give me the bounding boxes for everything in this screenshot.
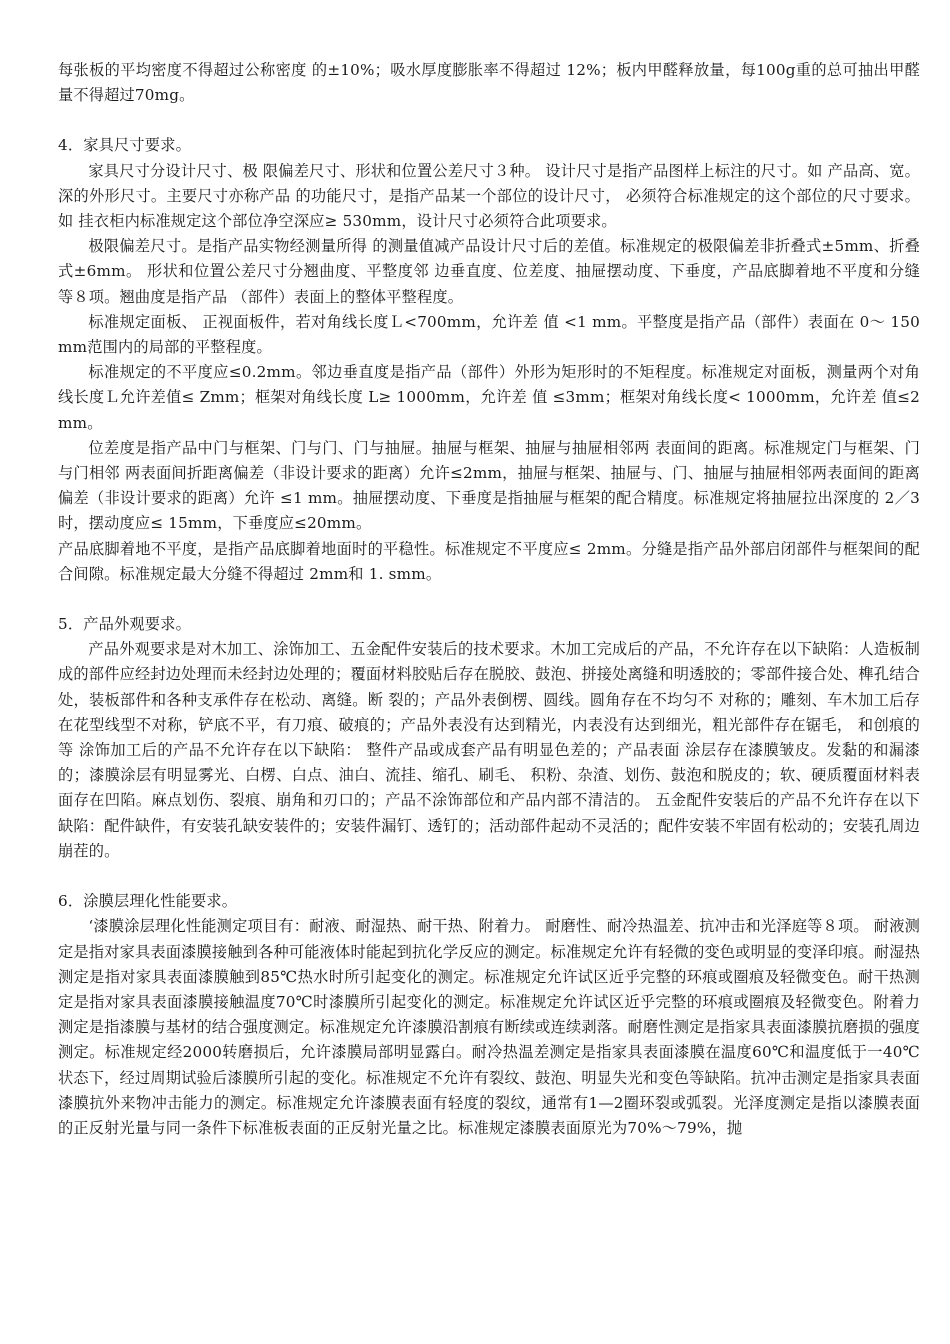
section-4-paragraph-3: 标准规定面板、 正视面板件，若对角线长度Ｌ<700mm，允许差 值 <1 mm。平整度是指产品（部件）表面在 0～ 150mm范围内的局部的平整程度。 [58, 312, 920, 357]
section-4-paragraph-5: 位差度是指产品中门与框架、门与门、门与抽屉。抽屉与框架、抽屉与抽屉相邻两 表面间的距离。标准规定门与框架、门与门相邻 两表面间折距离偏差（非设计要求的距离）允许≤2mm，抽屉与框架、抽屉与、门、抽屉与抽屉相邻两表面间的距离偏差（非设计要求的距离）允许 ≤1 mm。抽屉摆动度、下垂度是指抽屉与框架的配合精度。标准规定将抽屉拉出深度的 2／3时，摆动度应≤ 15mm，下垂度应≤20mm。 [58, 438, 920, 533]
section-6-heading: 6．涂膜层理化性能要求。 [58, 892, 238, 911]
section-4-heading: 4．家具尺寸要求。 [58, 136, 191, 155]
section-6-paragraph-1: ‘漆膜涂层理化性能测定项目有：耐液、耐湿热、耐干热、附着力。 耐磨性、耐冷热温差、抗冲击和光泽庭等８项。 耐液测定是指对家具表面漆膜接触到各种可能液体时能起到抗化学反应的测定。标准规定允许有轻微的变色或明显的变泽印痕。耐湿热测定是指对家具表面漆膜触到85℃热水时所引起变化的测定。标准规定允许试区近乎完整的环痕或圈痕及轻微变色。耐干热测定是指对家具表面漆膜接触温度70℃时漆膜所引起变化的测定。标准规定允许试区近乎完整的环痕或圈痕及轻微变色。附着力测定是指漆膜与基材的结合强度测定。标准规定允许漆膜沿割痕有断续或连续剥落。耐磨性测定是指家具表面漆膜抗磨损的强度测定。标准规定经2000转磨损后，允许漆膜局部明显露白。耐冷热温差测定是指家具表面漆膜在温度60℃和温度低于一40℃状态下，经过周期试验后漆膜所引起的变化。标准规定不允许有裂纹、鼓泡、明显失光和变色等缺陷。抗冲击测定是指家具表面漆膜抗外来物冲击能力的测定。标准规定允许漆膜表面有轻度的裂纹，通常有1—2圈环裂或弧裂。光泽度测定是指以漆膜表面的正反射光量与同一条件下标准板表面的正反射光量之比。标准规定漆膜表面原光为70%～79%，抛 [58, 917, 920, 1137]
section-5-paragraph-1: 产品外观要求是对木加工、涂饰加工、五金配件安装后的技术要求。木加工完成后的产品，不允许存在以下缺陷：人造板制成的部件应经封边处理而未经封边处理的；覆面材料胶贴后存在脱胶、鼓泡、拼接处离缝和明透胶的；零部件接合处、榫孔结合处，装板部件和各种支承件存在松动、离缝。断 裂的；产品外表倒楞、圆线。圆角存在不均匀不 对称的；雕刻、车木加工后存在花型线型不对称，铲底不平，有刀痕、破痕的；产品外表没有达到精光，内表没有达到细光，粗光部件存在锯毛， 和创痕的等 涂饰加工后的产品不允许存在以下缺陷： 整件产品或成套产品有明显色差的；产品表面 涂层存在漆膜皱皮。发黏的和漏漆的；漆膜涂层有明显雾光、白楞、白点、油白、流挂、缩孔、刷毛、 积粉、杂渣、划伤、鼓泡和脱皮的；软、硬质覆面材料表面存在凹陷。麻点划伤、裂痕、崩角和刃口的；产品不涂饰部位和产品内部不清洁的。 五金配件安装后的产品不允许存在以下缺陷：配件缺件，有安装孔缺安装件的；安装件漏钉、透钉的；活动部件起动不灵活的；配件安装不牢固有松动的；安装孔周边崩茬的。 [58, 640, 920, 860]
section-4-paragraph-6: 产品底脚着地不平度，是指产品底脚着地面时的平稳性。标准规定不平度应≤ 2mm。分缝是指产品外部启闭部件与框架间的配合间隙。标准规定最大分缝不得超过 2mm和 1. smm。 [58, 539, 920, 583]
section-4-paragraph-4: 标准规定的不平度应≤0.2mm。邻边垂直度是指产品（部件）外形为矩形时的不矩程度。标准规定对面板，测量两个对角线长度Ｌ允许差值≤ Zmm；框架对角线长度 L≥ 1000mm，允许差 值 ≤3mm；框架对角线长度< 1000mm，允许差 值≤2mm。 [58, 363, 920, 432]
section-4-paragraph-1: 家具尺寸分设计尺寸、极 限偏差尺寸、形状和位置公差尺寸３种。 设计尺寸是指产品图样上标注的尺寸。如 产品高、宽。深的外形尺寸。主要尺寸亦称产品 的功能尺寸，是指产品某一个部位的设计尺寸， 必须符合标准规定的这个部位的尺寸要求。如 挂衣柜内标准规定这个部位净空深应≥ 530mm，设计尺寸必须符合此项要求。 [58, 161, 920, 231]
section-5-heading: 5．产品外观要求。 [58, 615, 191, 634]
intro-paragraph: 每张板的平均密度不得超过公称密度 的±10%；吸水厚度膨胀率不得超过 12%；板内甲醛释放量，每100g重的总可抽出甲醛量不得超过70mg。 [58, 61, 920, 105]
document-page [58, 58, 920, 1141]
section-4-paragraph-2: 极限偏差尺寸。是指产品实物经测量所得 的测量值减产品设计尺寸后的差值。标准规定的极限偏差非折叠式±5mm、折叠式±6mm。 形状和位置公差尺寸分翘曲度、平整度邻 边垂直度、位差度、抽屉摆动度、下垂度，产品底脚着地不平度和分缝等８项。翘曲度是指产品 （部件）表面上的整体平整程度。 [58, 237, 920, 306]
